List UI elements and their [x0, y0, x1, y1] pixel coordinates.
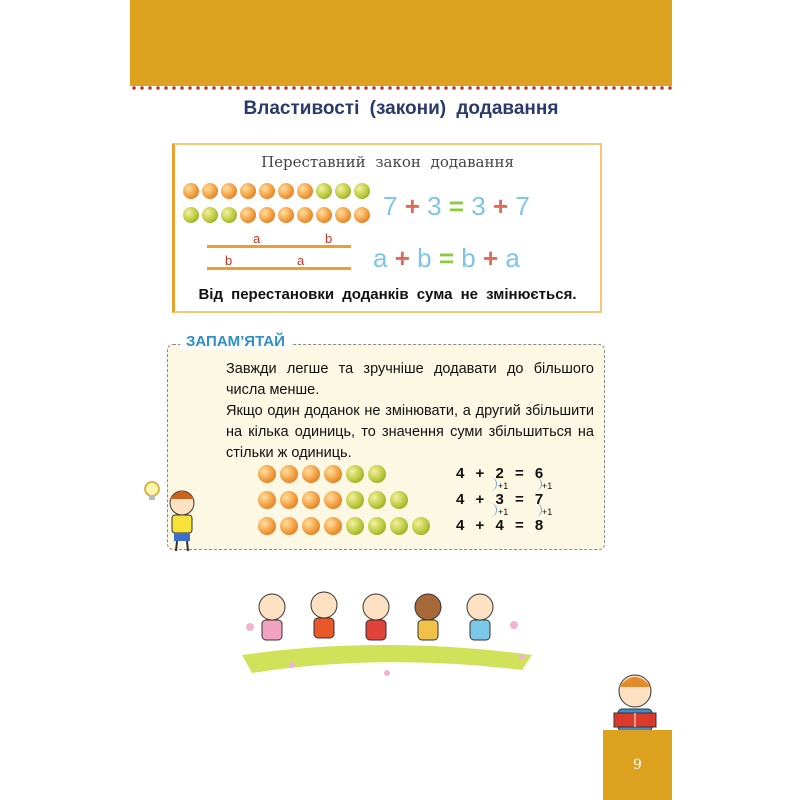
ball — [346, 517, 364, 535]
ball — [202, 183, 218, 199]
rule-heading: Переставний закон додавання — [261, 153, 514, 171]
plus-sign: + — [492, 191, 509, 221]
ball — [346, 465, 364, 483]
ball-row-bottom — [183, 207, 370, 223]
ball — [240, 207, 256, 223]
increment-arrow — [486, 477, 497, 491]
segment-label: b — [325, 231, 333, 246]
eq-term: 4 — [495, 517, 504, 534]
ball — [258, 491, 276, 509]
eq-term: 3 — [471, 191, 486, 221]
eq-term: 3 — [427, 191, 442, 221]
ball — [278, 183, 294, 199]
plus-sign: + — [404, 191, 420, 221]
ball — [390, 491, 408, 509]
boy-lightbulb-illustration — [138, 475, 208, 555]
header-band — [130, 0, 672, 86]
plus-sign: + — [482, 243, 499, 273]
plus-one-label: +1 — [498, 507, 509, 517]
ball — [278, 207, 294, 223]
plus-one-label: +1 — [498, 481, 509, 491]
ball — [324, 517, 342, 535]
eq-term: 4 — [456, 517, 465, 534]
example-equation-2: 4 + 3 = 7 — [456, 491, 544, 508]
ball — [183, 183, 199, 199]
ball — [316, 183, 332, 199]
ball — [335, 183, 351, 199]
eq-term: 2 — [495, 465, 504, 482]
ball — [240, 183, 256, 199]
ball — [221, 207, 237, 223]
remember-line-2: Якщо один доданок не змінювати, а другий збільшити на кілька одиниць, то значення суми збільшиться на стільки ж одиниць. — [226, 403, 594, 461]
increment-arrow — [486, 503, 497, 517]
equals-sign: = — [438, 243, 455, 273]
eq-sum: 7 — [534, 491, 544, 508]
ball — [302, 517, 320, 535]
eq-term: a — [505, 243, 520, 273]
ball — [259, 207, 275, 223]
page-title: Властивості (закони) додавання — [243, 98, 559, 119]
ball — [368, 491, 386, 509]
eq-term: b — [461, 243, 476, 273]
ball — [259, 183, 275, 199]
number-equation — [383, 191, 530, 222]
ball — [368, 517, 386, 535]
eq-term: 4 — [456, 465, 465, 482]
segment-label: a — [253, 231, 261, 246]
example-balls-row-3 — [258, 517, 430, 535]
ball — [354, 183, 370, 199]
eq-term: 7 — [383, 191, 398, 221]
ball — [390, 517, 408, 535]
plus-one-label: +1 — [542, 507, 553, 517]
example-balls-row-2 — [258, 491, 408, 509]
dotted-divider — [130, 86, 672, 90]
eq-term: a — [373, 243, 388, 273]
segment-label: a — [297, 253, 305, 268]
ball — [316, 207, 332, 223]
eq-term: b — [417, 243, 432, 273]
rule-statement: Від перестановки доданків сума не змінюється. — [198, 286, 577, 303]
rule-box — [172, 143, 602, 313]
example-equation-1: 4 + 2 = 6 — [456, 465, 544, 482]
ball-row-top — [183, 183, 370, 199]
increment-arrow — [531, 503, 542, 517]
remember-box — [167, 344, 605, 550]
ball — [297, 183, 313, 199]
eq-sum: 6 — [534, 465, 544, 482]
remember-label: ЗАПАМ’ЯТАЙ — [180, 333, 291, 350]
page-number: 9 — [633, 757, 642, 773]
plus-one-label: +1 — [542, 481, 553, 491]
plus-sign: + — [394, 243, 410, 273]
ball — [258, 465, 276, 483]
remember-line-1: Завжди легше та зручніше додавати до більшого числа менше. — [226, 361, 594, 398]
ball — [346, 491, 364, 509]
ball — [302, 491, 320, 509]
ball — [221, 183, 237, 199]
equals-sign: = — [448, 191, 465, 221]
ball — [183, 207, 199, 223]
ball — [258, 517, 276, 535]
ball — [302, 465, 320, 483]
ball — [280, 465, 298, 483]
remember-text — [226, 359, 594, 464]
ball — [280, 517, 298, 535]
ball — [324, 465, 342, 483]
ball — [354, 207, 370, 223]
ball — [368, 465, 386, 483]
ball — [297, 207, 313, 223]
eq-term: 7 — [515, 191, 530, 221]
example-equation-3: 4 + 4 = 8 — [456, 517, 544, 534]
example-balls-row-1 — [258, 465, 386, 483]
eq-sum: 8 — [534, 517, 544, 534]
ball — [202, 207, 218, 223]
ball — [324, 491, 342, 509]
eq-term: 4 — [456, 491, 465, 508]
letter-equation — [373, 243, 520, 274]
ball — [335, 207, 351, 223]
eq-term: 3 — [495, 491, 504, 508]
kids-holding-hands-illustration — [232, 585, 542, 680]
ball — [280, 491, 298, 509]
increment-arrow — [531, 477, 542, 491]
ball — [412, 517, 430, 535]
segment-label: b — [225, 253, 233, 268]
page-number-box — [603, 730, 672, 800]
